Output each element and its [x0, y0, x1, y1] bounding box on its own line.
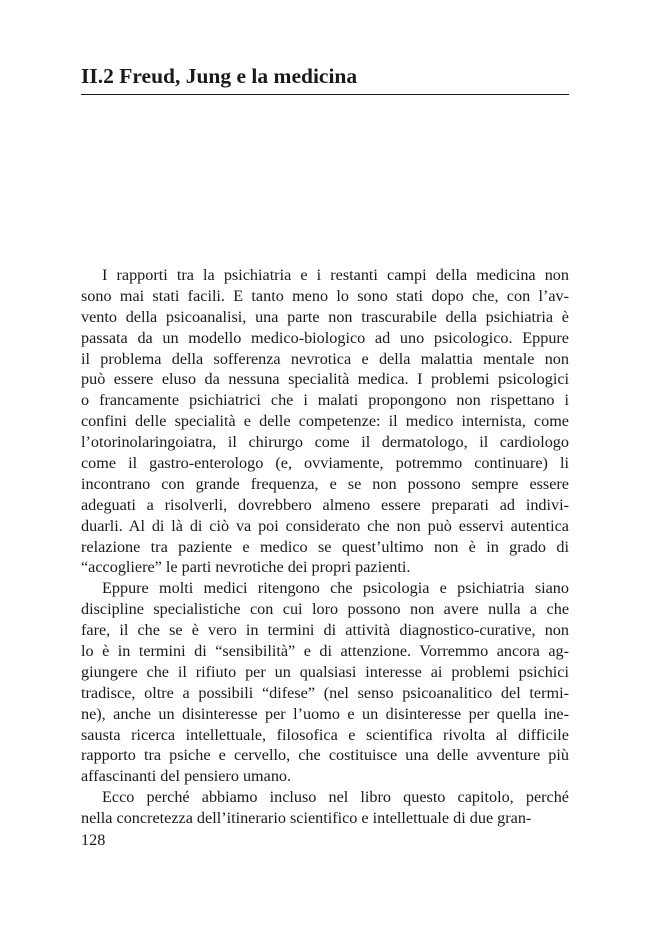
chapter-title: II.2 Freud, Jung e la medicina: [81, 64, 358, 88]
text-line: fare, il che se è vero in termini di attività diagnostico-curative, non: [81, 621, 569, 640]
text-line: passata da un modello medico-biologico ad uno psicologico. Eppure: [81, 328, 569, 347]
text-line: tradisce, oltre a possibili “difese” (nel senso psicoanalitico del termi-: [81, 683, 569, 702]
text-line: confini delle specialità e delle competenze: il medico internista, come: [81, 412, 569, 431]
text-line: affascinanti del pensiero umano.: [81, 767, 292, 786]
paragraph: [81, 578, 569, 787]
text-line: relazione tra paziente e medico se quest’ultimo non è in grado di: [81, 537, 569, 556]
page-number: 128: [81, 831, 106, 849]
text-line: l’otorinolaringoiatra, il chirurgo come il dermatologo, il cardiologo: [81, 433, 569, 452]
text-line: duarli. Al di là di ciò va poi considerato che non può esservi autentica: [81, 516, 569, 535]
text-line: sono mai stati facili. E tanto meno lo sono stati dopo che, con l’av-: [81, 286, 569, 305]
text-line: nella concretezza dell’itinerario scientifico e intellettuale di due gran-: [81, 809, 532, 828]
text-line: Ecco perché abbiamo incluso nel libro questo capitolo, perché: [102, 788, 569, 807]
text-line: discipline specialistiche con cui loro possono non avere nulla a che: [81, 600, 569, 619]
body-text: [81, 265, 569, 829]
paragraph: [81, 787, 569, 829]
title-rule: [81, 94, 569, 95]
text-line: Eppure molti medici ritengono che psicologia e psichiatria siano: [102, 579, 569, 598]
text-line: rapporto tra psiche e cervello, che costituisce una delle avventure più: [81, 746, 569, 765]
text-line: adeguati a risolverli, dovrebbero almeno essere preparati ad indivi-: [81, 495, 569, 514]
text-line: o francamente psichiatrici che i malati propongono non rispettano i: [81, 391, 569, 410]
text-line: può essere eluso da nessuna specialità medica. I problemi psicologici: [81, 370, 569, 389]
text-line: vento della psicoanalisi, una parte non trascurabile della psichiatria è: [81, 307, 569, 326]
text-line: come il gastro-enterologo (e, ovviamente, potremmo continuare) li: [81, 454, 569, 473]
text-line: “accogliere” le parti nevrotiche dei propri pazienti.: [81, 558, 411, 577]
paragraph: [81, 265, 569, 578]
text-line: sausta ricerca intellettuale, filosofica e scientifica rivolta al difficile: [81, 725, 569, 744]
text-line: giungere che il rifiuto per un qualsiasi interesse ai problemi psichici: [81, 662, 569, 681]
text-line: ne), anche un disinteresse per l’uomo e un disinteresse per quella ine-: [81, 704, 569, 723]
text-line: incontrano con grande frequenza, e se non possono sempre essere: [81, 474, 569, 493]
text-line: il problema della sofferenza nevrotica e della malattia mentale non: [81, 349, 569, 368]
text-line: lo è in termini di “sensibilità” e di attenzione. Vorremmo ancora ag-: [81, 642, 569, 661]
text-line: I rapporti tra la psichiatria e i restanti campi della medicina non: [102, 266, 569, 284]
